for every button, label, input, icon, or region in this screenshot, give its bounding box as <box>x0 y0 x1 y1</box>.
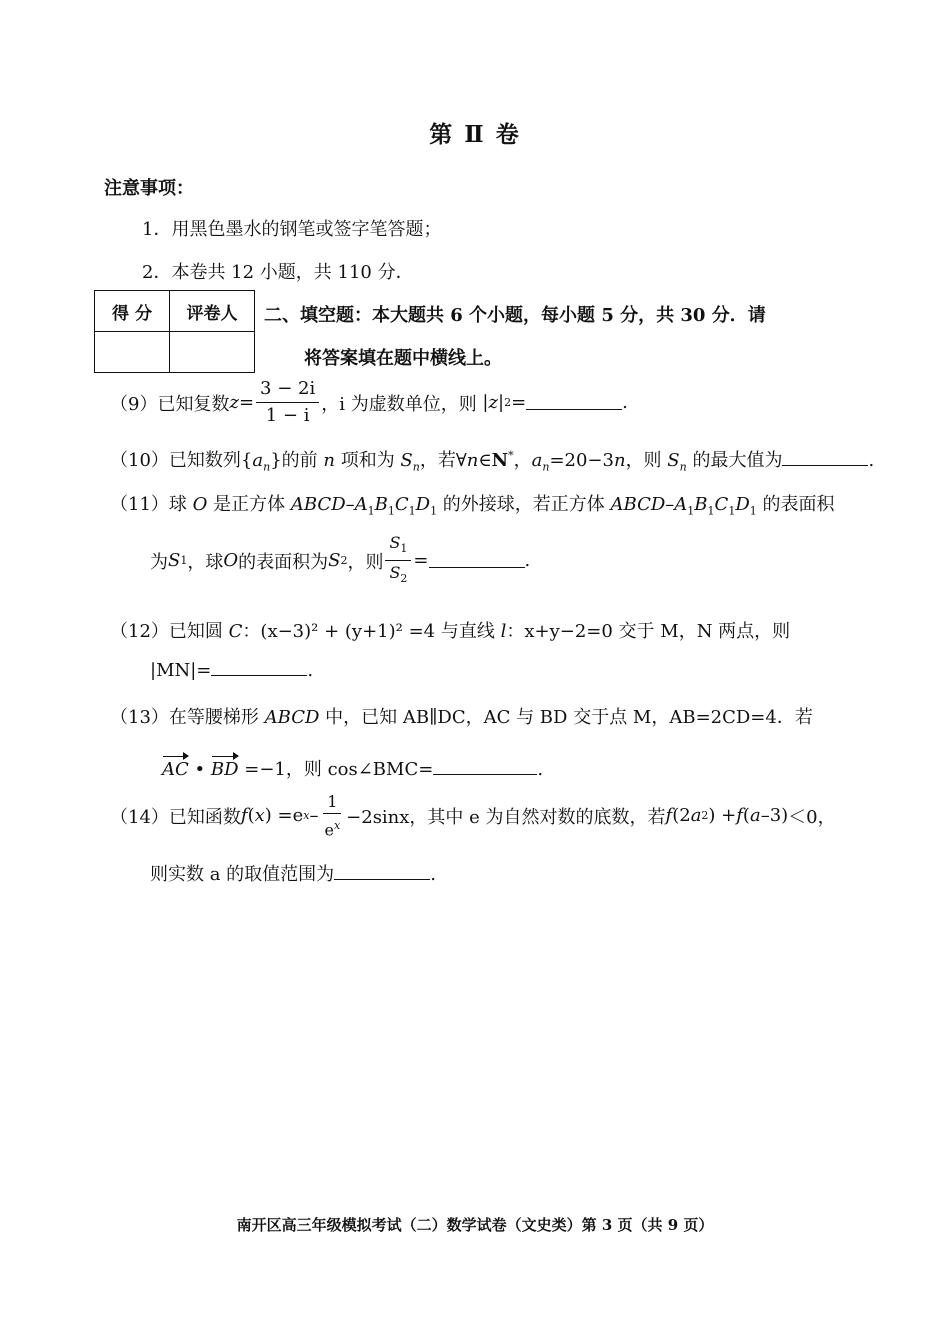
question-12-line2: |MN|= . <box>150 660 314 681</box>
question-13-line1: （13）在等腰梯形 ABCD 中，已知 AB∥DC，AC 与 BD 交于点 M，AB=2CD=4．若 <box>110 707 813 728</box>
notes-item-2: 2．本卷共 12 小题，共 110 分． <box>142 262 414 283</box>
answer-blank-14[interactable] <box>334 865 430 880</box>
question-10: （10）已知数列$\{a_n\}$的前 n 项和为 $S_n$，若∀n∈N*，$a_n=20-3n$，则 $S_n$ 的最大值为 . <box>110 449 875 474</box>
grader-header: 评卷人 <box>170 291 255 332</box>
score-table <box>94 290 255 373</box>
notes-heading: 注意事项： <box>104 178 194 199</box>
answer-blank-11[interactable] <box>429 553 525 568</box>
question-12-line1: （12）已知圆 C：(x−3)² + (y+1)² =4 与直线 l：x+y−2=0 交于 M，N 两点，则 <box>110 621 791 642</box>
section-instruction: 将答案填在题中横线上。 <box>304 348 502 369</box>
answer-blank-9[interactable] <box>526 395 622 410</box>
question-13-line2: AC • BD =−1，则 cos∠BMC= . <box>162 759 544 780</box>
q11-fraction: $\frac{S_1}{S_2}$ <box>385 533 411 588</box>
score-cell[interactable] <box>95 332 170 373</box>
question-11-line1: （11）球 O 是正方体 ABCD–$A_1B_1C_1D_1$ 的外接球，若正方体 ABCD–$A_1B_1C_1D_1$ 的表面积 <box>110 494 835 518</box>
question-14-line1: （14）已知函数 f ( x ) =e x – $\frac{1}{e^x}$ −2sinx，其中 e 为自然对数的底数，若 f (2 a 2 ) + f ( a –3) ＜0， <box>110 792 836 840</box>
question-9: （9）已知复数 z = $\frac{3 - 2i}{1 - i}$ ，i 为虚数单位，则 | z | 2 = . <box>110 378 628 426</box>
page-footer: 南开区高三年级模拟考试（二）数学试卷（文史类）第 3 页（共 9 页） <box>236 1216 714 1234</box>
grader-cell[interactable] <box>170 332 255 373</box>
section-heading: 二、填空题：本大题共 6 个小题，每小题 5 分，共 30 分．请 <box>264 305 766 326</box>
question-11-line2: 为 S 1 ，球 O 的表面积为 S 2 ，则 $\frac{S_1}{S_2}$ = . <box>150 533 530 588</box>
page-title: 第 Ⅱ 卷 <box>429 121 521 148</box>
q9-fraction: $\frac{3 - 2i}{1 - i}$ <box>256 378 319 427</box>
answer-blank-13[interactable] <box>433 760 537 775</box>
q14-fraction: $\frac{1}{e^x}$ <box>324 792 341 840</box>
answer-blank-10[interactable] <box>782 451 868 466</box>
question-14-line2: 则实数 a 的取值范围为 . <box>150 864 436 885</box>
score-header: 得 分 <box>95 291 170 332</box>
notes-item-1: 1．用黑色墨水的钢笔或签字笔答题； <box>142 219 442 240</box>
answer-blank-12[interactable] <box>211 661 307 676</box>
